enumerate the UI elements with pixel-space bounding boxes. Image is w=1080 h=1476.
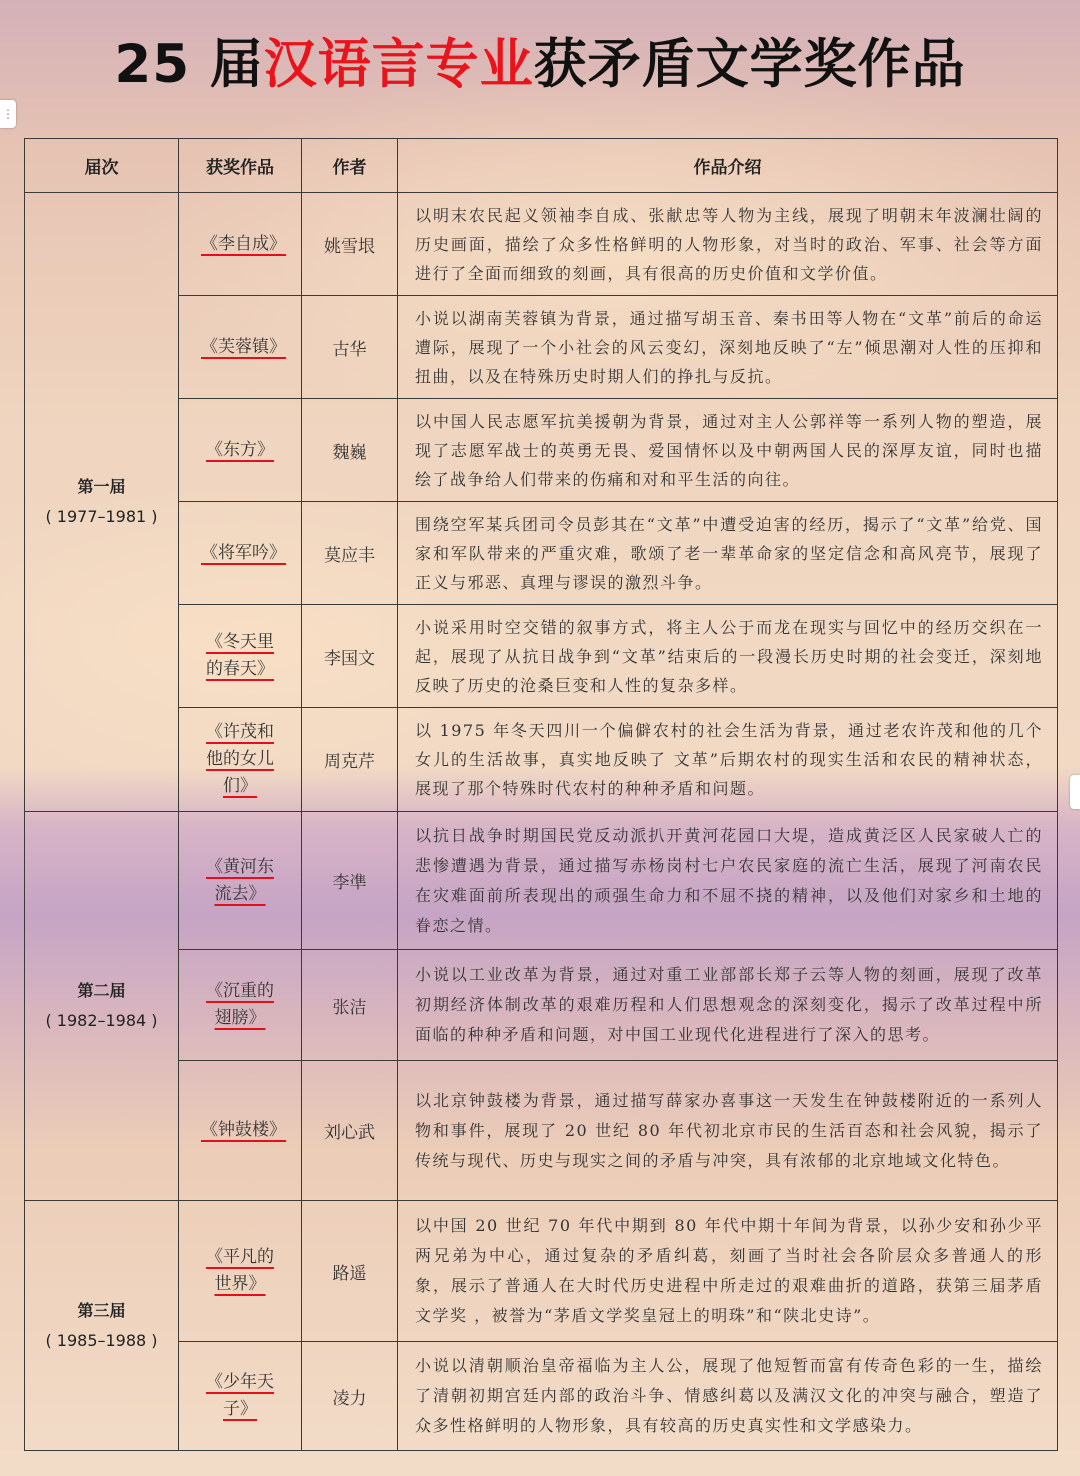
work-title: 《少年天子》 <box>206 1372 274 1419</box>
title-suffix: 获矛盾文学奖作品 <box>533 34 966 95</box>
table-row <box>25 708 1058 812</box>
work-title: 《黄河东流去》 <box>206 856 274 904</box>
work-title-cell <box>179 296 302 399</box>
work-title-cell <box>179 193 302 296</box>
session-years: ( 1985–1988 ) <box>45 1330 158 1350</box>
intro-cell: 以明末农民起义领袖李自成、张献忠等人物为主线，展现了明朝末年波澜壮阔的历史画面，描绘了众多性格鲜明的人物形象，对当时的政治、军事、社会等方面进行了全面而细致的刻画，具有很高的历史价值和文学价值。 <box>398 193 1058 296</box>
table-row <box>25 1342 1058 1451</box>
page-title <box>0 22 1080 98</box>
intro-cell: 以抗日战争时期国民党反动派扒开黄河花园口大堤，造成黄泛区人民家破人亡的悲惨遭遇为背景，通过描写赤杨岗村七户农民家庭的流亡生活，展现了河南农民在灾难面前所表现出的顽强生命力和不屈不挠的精神，以及他们对家乡和土地的眷恋之情。 <box>398 812 1058 950</box>
intro-cell: 以北京钟鼓楼为背景，通过描写薛家办喜事这一天发生在钟鼓楼附近的一系列人物和事件，展现了 20 世纪 80 年代初北京市民的生活百态和社会风貌，揭示了传统与现代、历史与现实之间的矛盾与冲突，具有浓郁的北京地域文化特色。 <box>398 1061 1058 1201</box>
session-name: 第一届 <box>77 477 126 496</box>
work-title: 《将军吟》 <box>201 542 286 563</box>
work-title-cell <box>179 502 302 605</box>
session-cell <box>25 812 179 1201</box>
work-title: 《东方》 <box>206 439 274 460</box>
author-cell: 莫应丰 <box>302 502 398 605</box>
author-cell: 李凖 <box>302 812 398 950</box>
work-title: 《冬天里的春天》 <box>206 632 274 679</box>
work-title: 《芙蓉镇》 <box>201 336 286 357</box>
work-title: 《李自成》 <box>201 233 286 254</box>
intro-cell: 小说以湖南芙蓉镇为背景，通过描写胡玉音、秦书田等人物在“文革”前后的命运遭际，展现了一个小社会的风云变幻，深刻地反映了“左”倾思潮对人性的压抑和扭曲，以及在特殊历史时期人们的挣扎与反抗。 <box>398 296 1058 399</box>
header-work: 获奖作品 <box>179 139 302 193</box>
table-row <box>25 399 1058 502</box>
work-title-cell <box>179 708 302 812</box>
author-cell: 张洁 <box>302 950 398 1061</box>
award-works-table <box>24 138 1058 1451</box>
author-cell: 凌力 <box>302 1342 398 1451</box>
author-cell: 路遥 <box>302 1201 398 1342</box>
author-cell: 古华 <box>302 296 398 399</box>
table-row <box>25 1061 1058 1201</box>
header-session: 届次 <box>25 139 179 193</box>
session-cell <box>25 193 179 812</box>
work-title: 《钟鼓楼》 <box>201 1120 286 1140</box>
author-cell: 姚雪垠 <box>302 193 398 296</box>
work-title-cell <box>179 812 302 950</box>
title-highlight: 汉语言专业 <box>263 34 534 95</box>
intro-cell: 以 1975 年冬天四川一个偏僻农村的社会生活为背景，通过老农许茂和他的几个女儿的生活故事，真实地反映了 文革”后期农村的现实生活和农民的精神状态，展现了那个特殊时代农村的种种矛盾和问题。 <box>398 708 1058 812</box>
side-handle-left[interactable]: ⋮ <box>0 100 16 128</box>
work-title-cell <box>179 1061 302 1201</box>
session-years: ( 1977–1981 ) <box>45 507 158 526</box>
session-years: ( 1982–1984 ) <box>45 1011 158 1030</box>
author-cell: 魏巍 <box>302 399 398 502</box>
author-cell: 刘心武 <box>302 1061 398 1201</box>
intro-cell: 以中国 20 世纪 70 年代中期到 80 年代中期十年间为背景，以孙少安和孙少平两兄弟为中心，通过复杂的矛盾纠葛，刻画了当时社会各阶层众多普通人的形象，展示了普通人在大时代历史进程中所走过的艰难曲折的道路，获第三届茅盾文学奖 ，被誉为“茅盾文学奖皇冠上的明珠”和“陕北史诗”。 <box>398 1201 1058 1342</box>
author-cell: 周克芹 <box>302 708 398 812</box>
session-name: 第三届 <box>77 1300 126 1320</box>
intro-cell: 小说以清朝顺治皇帝福临为主人公，展现了他短暂而富有传奇色彩的一生，描绘了清朝初期宫廷内部的政治斗争、情感纠葛以及满汉文化的冲突与融合，塑造了众多性格鲜明的人物形象，具有较高的历史真实性和文学感染力。 <box>398 1342 1058 1451</box>
intro-cell: 小说采用时空交错的叙事方式，将主人公于而龙在现实与回忆中的经历交织在一起，展现了从抗日战争到“文革”结束后的一段漫长历史时期的社会变迁，深刻地反映了历史的沧桑巨变和人性的复杂多样。 <box>398 605 1058 708</box>
work-title-cell <box>179 605 302 708</box>
intro-cell: 小说以工业改革为背景，通过对重工业部部长郑子云等人物的刻画，展现了改革初期经济体制改革的艰难历程和人们思想观念的深刻变化，揭示了改革过程中所面临的种种矛盾和问题，对中国工业现代化进程进行了深入的思考。 <box>398 950 1058 1061</box>
work-title: 《沉重的翅膀》 <box>206 981 274 1028</box>
work-title: 《许茂和他的女儿们》 <box>206 722 274 796</box>
table-row <box>25 950 1058 1061</box>
work-title-cell <box>179 950 302 1061</box>
work-title-cell <box>179 399 302 502</box>
table-row <box>25 1201 1058 1342</box>
table-row <box>25 605 1058 708</box>
table-row <box>25 812 1058 950</box>
header-author: 作者 <box>302 139 398 193</box>
intro-cell: 以中国人民志愿军抗美援朝为背景，通过对主人公郭祥等一系列人物的塑造，展现了志愿军战士的英勇无畏、爱国情怀以及中朝两国人民的深厚友谊，同时也描绘了战争给人们带来的伤痛和对和平生活的向往。 <box>398 399 1058 502</box>
session-name: 第二届 <box>77 981 126 1000</box>
session-cell <box>25 1201 179 1451</box>
work-title-cell <box>179 1201 302 1342</box>
work-title: 《平凡的世界》 <box>206 1247 274 1294</box>
table-row <box>25 193 1058 296</box>
intro-cell: 围绕空军某兵团司令员彭其在“文革”中遭受迫害的经历，揭示了“文革”给党、国家和军队带来的严重灾难，歌颂了老一辈革命家的坚定信念和高风亮节，展现了正义与邪恶、真理与谬误的激烈斗争。 <box>398 502 1058 605</box>
table-row <box>25 502 1058 605</box>
author-cell: 李国文 <box>302 605 398 708</box>
title-prefix: 25 届 <box>114 34 264 95</box>
side-handle-right[interactable] <box>1070 775 1080 809</box>
table-row <box>25 296 1058 399</box>
header-intro: 作品介绍 <box>398 139 1058 193</box>
work-title-cell <box>179 1342 302 1451</box>
table-header-row <box>25 139 1058 193</box>
